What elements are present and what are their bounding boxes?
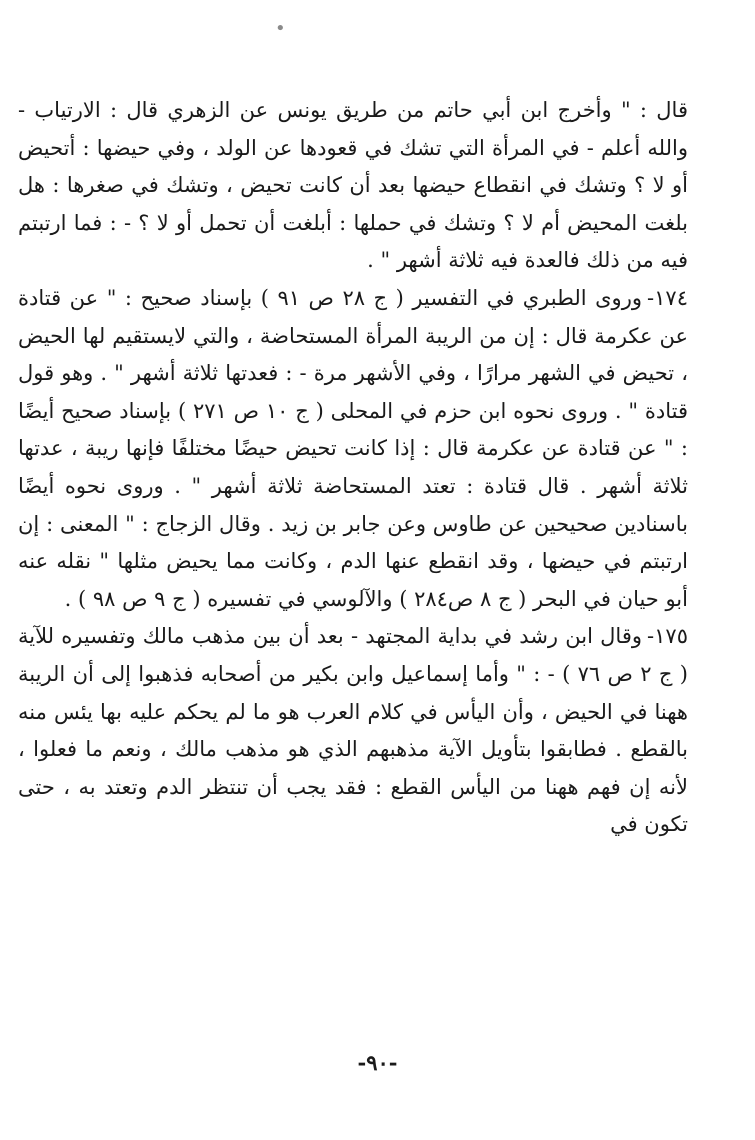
paragraph-text: وروى الطبري في التفسير ( ج ٢٨ ص ٩١ ) بإسناد صحيح : " عن قتادة عن عكرمة قال : إن من الريبة المرأة المستحاضة ، والتي لايستقيم لها الحيض ، تحيض في الشهر مرارًا ، وفي الأشهر مرة - : فعدتها ثلاثة أشهر " . وهو قول قتادة " . وروى نحوه ابن حزم في المحلى ( ج ١٠ ص ٢٧١ ) بإسناد صحيح أيضًا : " عن قتادة عن عكرمة قال : إذا كانت تحيض حيضًا مختلفًا فإنها ريبة ، عدتها ثلاثة أشهر . قال قتادة : تعتد المستحاضة ثلاثة أشهر " . وروى نحوه أيضًا باسنادين صحيحين عن طاوس وعن جابر بن زيد . وقال الزجاج : " المعنى : إن ارتبتم في حيضها ، وقد انقطع عنها الدم ، وكانت مما يحيض مثلها " نقله عنه أبو حيان في البحر ( ج ٨ ص٢٨٤ ) والآلوسي في تفسيره ( ج ٩ ص ٩٨ ) . — [18, 285, 688, 611]
paragraph-174 — [18, 280, 688, 618]
paragraph-175 — [18, 618, 688, 844]
page-number: -٩٠- — [357, 1050, 398, 1075]
paragraph-text: وقال ابن رشد في بداية المجتهد - بعد أن بين مذهب مالك وتفسيره للآية ( ج ٢ ص ٧٦ ) - : " وأما إسماعيل وابن بكير من أصحابه فذهبوا إلى أن الريبة ههنا في الحيض ، وأن اليأس في كلام العرب هو ما لم يحكم عليه بها يئس منه بالقطع . فطابقوا بتأويل الآية مذهبهم الذي هو مذهب مالك ، ونعم ما فعلوا ، لأنه إن فهم ههنا من اليأس القطع : فقد يجب أن تنتظر الدم وتعتد به ، حتى تكون في — [18, 624, 688, 837]
paragraph-text: قال : " وأخرج ابن أبي حاتم من طريق يونس عن الزهري قال : الارتياب - والله أعلم - في المرأة التي تشك في قعودها عن الولد ، وفي حيضها : أتحيض أو لا ؟ وتشك في انقطاع حيضها بعد أن كانت تحيض ، وتشك في صغرها : هل بلغت المحيض أم لا ؟ وتشك في حملها : أبلغت أن تحمل أو لا ؟ - : فما ارتبتم فيه من ذلك فالعدة فيه ثلاثة أشهر " . — [18, 98, 688, 273]
paragraph-number: ١٧٤- — [647, 285, 688, 310]
page-body — [18, 92, 688, 844]
paragraph-number: ١٧٥- — [647, 624, 688, 649]
page-mark: • — [275, 18, 286, 39]
paragraph-continuation — [18, 92, 688, 280]
